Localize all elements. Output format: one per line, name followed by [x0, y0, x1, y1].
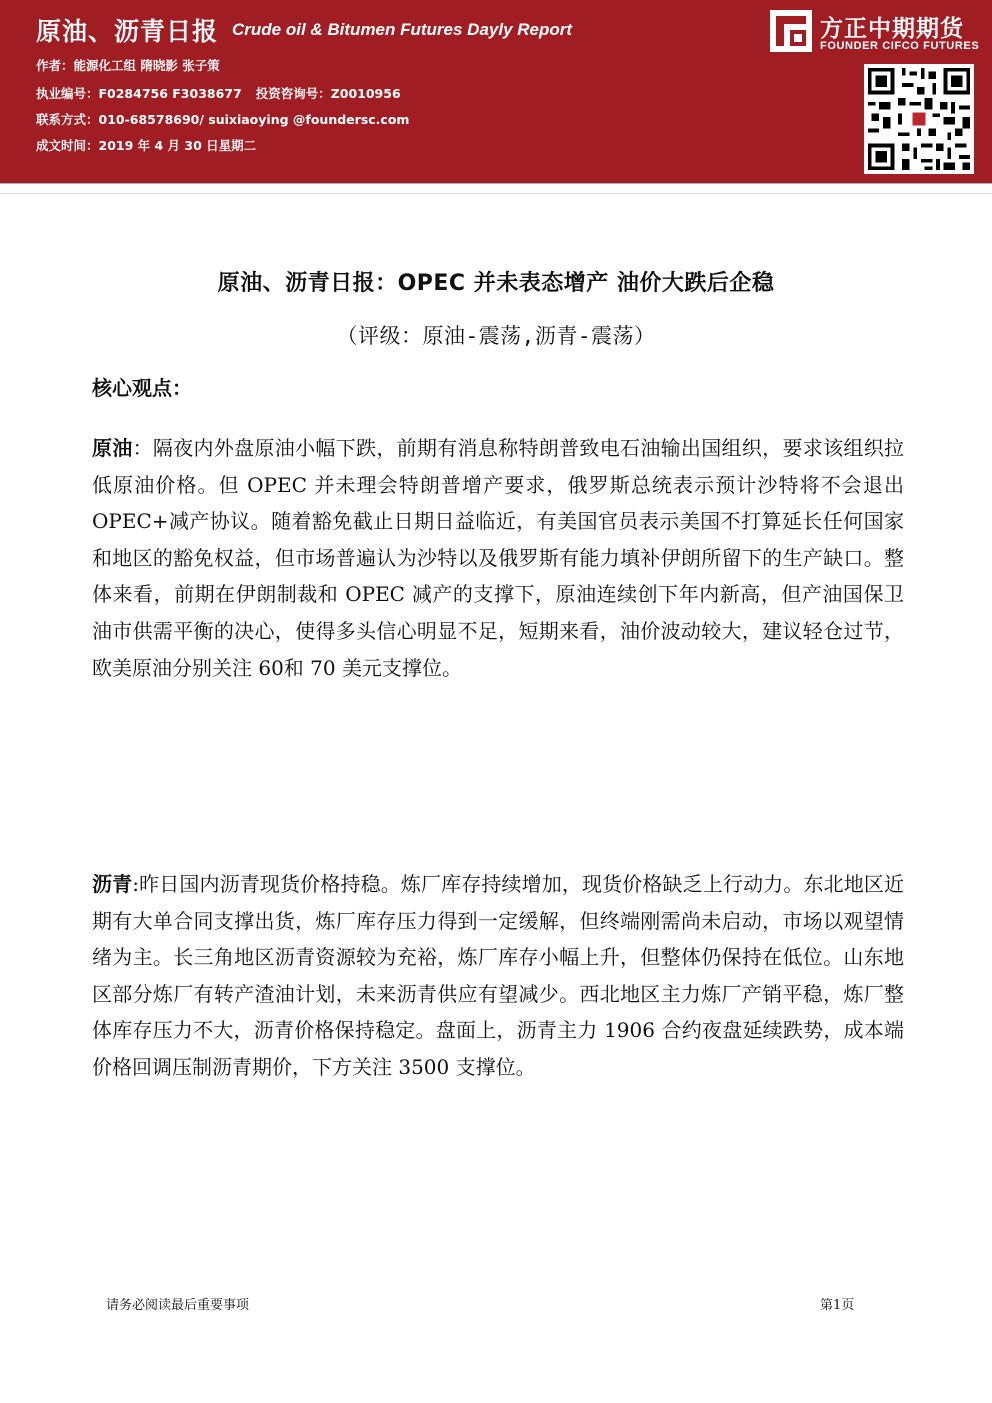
crude-oil-text: ：隔夜内外盘原油小幅下跌，前期有消息称特朗普致电石油输出国组织，要求该组织拉低原油价格。但 OPEC 并未理会特朗普增产要求，俄罗斯总统表示预计沙特将不会退出 OPEC+减产协议。随着豁免截止日期日益临近，有美国官员表示美国不打算延长任何国家和地区的豁免权益，但市场普遍认为沙特以及俄罗斯有能力填补伊朗所留下的生产缺口。整体来看，前期在伊朗制裁和 OPEC 减产的支撑下，原油连续创下年内新高，但产油国保卫油市供需平衡的决心，使得多头信心明显不足，短期来看，油价波动较大，建议轻仓过节，欧美原油分别关注 60和 70 美元支撑位。 [92, 436, 905, 680]
crude-oil-paragraph [92, 430, 904, 686]
report-title-en: Crude oil & Bitumen Futures Dayly Report [232, 20, 573, 39]
report-title-cn: 原油、沥青日报 [36, 17, 219, 46]
date-line: 成文时间：2019 年 4 月 30 日星期二 [36, 138, 257, 153]
company-logo [770, 8, 985, 58]
header-divider-light [0, 193, 992, 194]
rating-line: （评级：原油-震荡,沥青-震荡） [336, 324, 656, 348]
crude-oil-lead: 原油 [92, 436, 133, 460]
bitumen-text: :昨日国内沥青现货价格持稳。炼厂库存持续增加，现货价格缺乏上行动力。东北地区近期有大单合同支撑出货，炼厂库存压力得到一定缓解，但终端刚需尚未启动，市场以观望情绪为主。长三角地区沥青资源较为充裕，炼厂库存小幅上升，但整体仍保持在低位。山东地区部分炼厂有转产渣油计划，未来沥青供应有望减少。西北地区主力炼厂产销平稳，炼厂整体库存压力不大，沥青价格保持稳定。盘面上，沥青主力 1906 合约夜盘延续跌势，成本端价格回调压制沥青期价，下方关注 3500 支撑位。 [92, 872, 904, 1079]
consult-number: 投资咨询号：Z0010956 [255, 86, 401, 101]
report-banner [0, 0, 992, 183]
author-line: 作者：能源化工组 隋晓影 张子策 [36, 58, 220, 73]
contact-line: 联系方式：010-68578690/ suixiaoying @foundersc.com [36, 112, 410, 127]
header-divider [0, 183, 992, 184]
license-line [36, 84, 401, 102]
bitumen-lead: 沥青 [92, 872, 133, 896]
section-heading: 核心观点： [92, 376, 192, 400]
company-name-cn: 方正中期期货 [820, 16, 964, 42]
license-numbers: 执业编号：F0284756 F3038677 [36, 86, 242, 101]
page-number: 第1页 [820, 1298, 855, 1313]
document-title: 原油、沥青日报：OPEC 并未表态增产 油价大跌后企稳 [217, 271, 775, 296]
bitumen-paragraph [92, 866, 904, 1086]
footer-notice: 请务必阅读最后重要事项 [106, 1298, 250, 1313]
company-name-en: FOUNDER CIFCO FUTURES [820, 40, 980, 52]
founder-logo-icon [770, 10, 812, 52]
qr-code-icon [864, 64, 974, 174]
